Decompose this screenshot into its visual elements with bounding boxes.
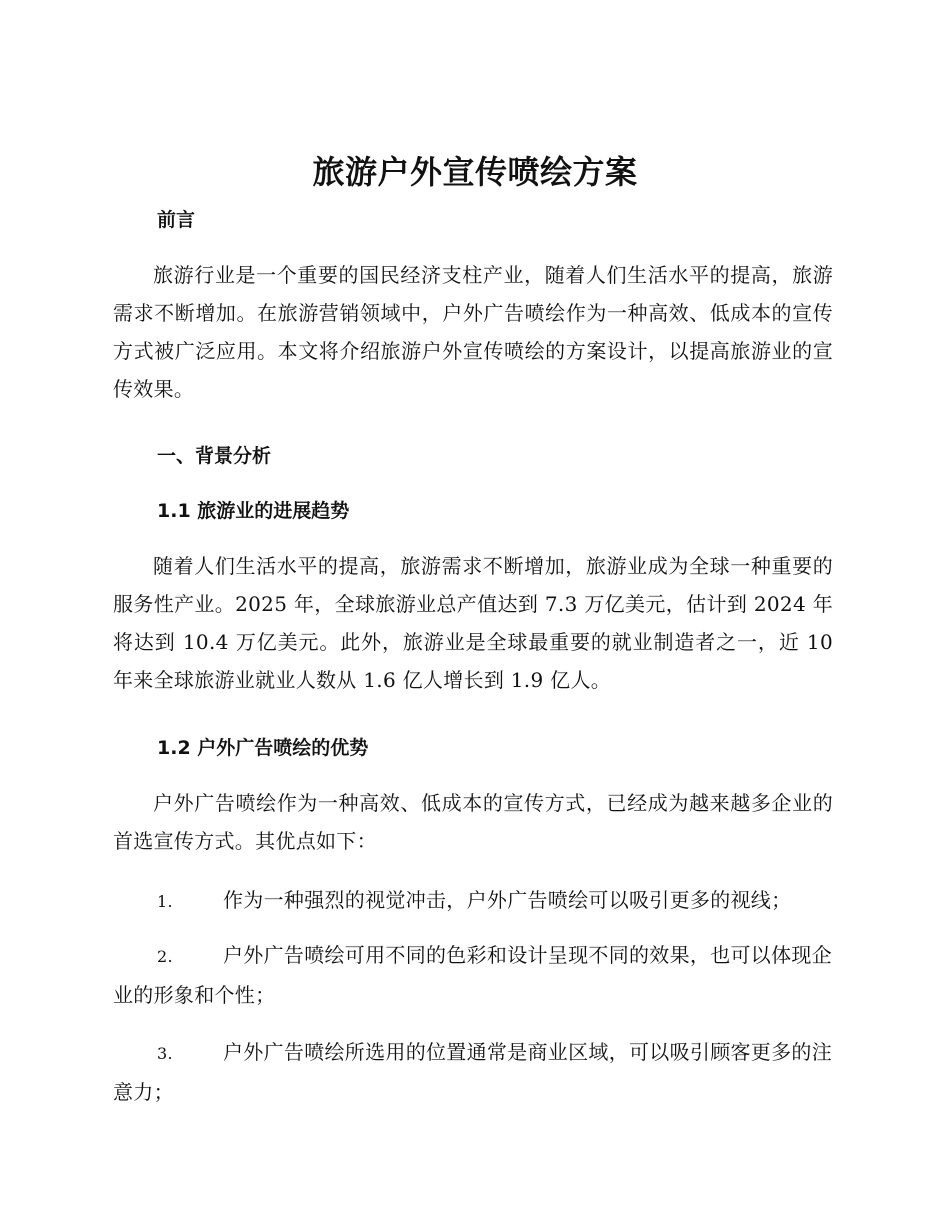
list-item-number: 2. xyxy=(157,947,173,966)
section-heading-background: 一、背景分析 xyxy=(157,445,272,467)
list-item-text: 户外广告喷绘所选用的位置通常是商业区域，可以吸引顾客更多的注意力； xyxy=(113,1040,832,1104)
trend-paragraph: 随着人们生活水平的提高，旅游需求不断增加，旅游业成为全球一种重要的服务性产业。2025 年，全球旅游业总产值达到 7.3 万亿美元，估计到 2024 年将达到 10.4 万亿美元。此外，旅游业是全球最重要的就业制造者之一，近 10 年来全球旅游业就业人数从 1.6 亿人增长到 1.9 亿人。 xyxy=(113,554,833,692)
list-item-number: 1. xyxy=(157,892,173,911)
preface-heading: 前言 xyxy=(157,209,196,231)
list-item-text: 户外广告喷绘可用不同的色彩和设计呈现不同的效果，也可以体现企业的形象和个性； xyxy=(113,943,832,1007)
preface-paragraph: 旅游行业是一个重要的国民经济支柱产业，随着人们生活水平的提高，旅游需求不断增加。在旅游营销领域中，户外广告喷绘作为一种高效、低成本的宣传方式被广泛应用。本文将介绍旅游户外宣传喷绘的方案设计，以提高旅游业的宣传效果。 xyxy=(113,263,833,401)
subsection-heading-advantages: 1.2 户外广告喷绘的优势 xyxy=(157,737,369,759)
list-item xyxy=(113,936,833,1014)
list-item xyxy=(113,881,833,921)
subsection-heading-trend: 1.1 旅游业的进展趋势 xyxy=(157,500,350,522)
list-item-number: 3. xyxy=(157,1044,173,1063)
document-title: 旅游户外宣传喷绘方案 xyxy=(312,153,638,191)
advantages-paragraph: 户外广告喷绘作为一种高效、低成本的宣传方式，已经成为越来越多企业的首选宣传方式。其优点如下： xyxy=(113,791,833,853)
list-item-text: 作为一种强烈的视觉冲击，户外广告喷绘可以吸引更多的视线； xyxy=(223,888,792,912)
list-item xyxy=(113,1033,833,1111)
